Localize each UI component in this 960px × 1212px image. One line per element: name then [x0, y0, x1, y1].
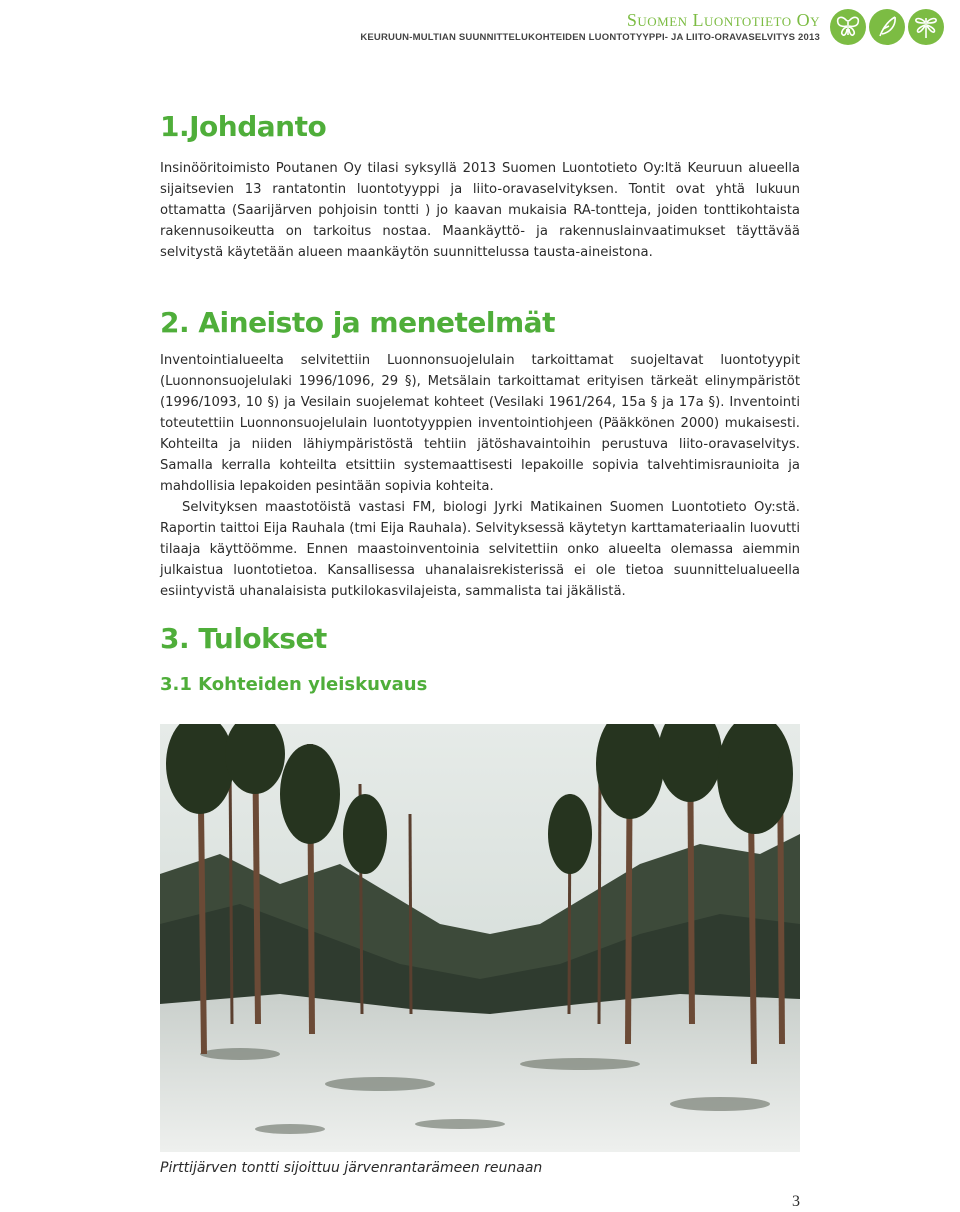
brand-name: Suomen Luontotieto Oy — [626, 10, 820, 30]
dragonfly-icon — [908, 9, 944, 45]
methods-paragraph: Selvityksen maastotöistä vastasi FM, biologi Jyrki Matikainen Suomen Luontotieto Oy:stä. Raportin taittoi Eija Rauhala (tmi Eija Rauhala). Selvityksessä käytetyn karttamateriaalin luovutti tilaaja käyttöömme. Ennen maastoinventoinia selvitettiin onko alueelta olemassa aiemmin julkaistua luontotietoa. Kansallisessa uhanalaisrekisterissä ei ole tietoa suunnittelualueella esiintyvistä uhanalaisista putkilokasvilajeista, sammalista tai jäkälistä. — [160, 500, 800, 599]
section-heading-results: 3. Tulokset — [160, 622, 327, 655]
methods-text — [160, 350, 800, 602]
feather-icon — [869, 9, 905, 45]
section-heading-methods: 2. Aineisto ja menetelmät — [160, 306, 555, 339]
section-heading-intro: 1.Johdanto — [160, 110, 327, 143]
methods-paragraph: Inventointialueelta selvitettiin Luonnonsuojelulain tarkoittamat suojeltavat luontotyypit (Luonnonsuojelulaki 1996/1096, 29 §), Metsälain tarkoittamat erityisen tärkeät elinympäristöt (1996/1093, 10 §) ja Vesilain suojelemat kohteet (Vesilaki 1961/264, 15a § ja 17a §). Inventointi toteutettiin Luonnonsuojelulain luontotyyppien inventointiohjeen (Pääkkönen 2000) mukaisesti. Kohteilta ja niiden lähiympäristöstä tehtiin jätöshavaintoihin perustuva liito-oravaselvitys. Samalla kerralla kohteilta etsittiin systemaattisesti lepakoille sopivia talvehtimisraunioita ja mahdollisia lepakoiden pesintään sopivia kohteita. — [160, 353, 800, 494]
intro-paragraph: Insinööritoimisto Poutanen Oy tilasi syksyllä 2013 Suomen Luontotieto Oy:ltä Keuruun alueella sijaitsevien 13 rantatontin luontotyyppi ja liito-oravaselvityksen. Tontit ovat yhtä lukuun ottamatta (Saarijärven pohjoisin tontti ) jo kaavan mukaisia RA-tontteja, joiden tonttikohtaista rakennusoikeutta on tarkoitus nostaa. Maankäyttö- ja rakennuslainvaatimukset täyttävää selvitystä käytetään alueen maankäytön suunnittelussa tausta-aineistona. — [160, 161, 800, 260]
butterfly-icon — [830, 9, 866, 45]
photo-caption: Pirttijärven tontti sijoittuu järvenrantarämeen reunaan — [160, 1160, 543, 1176]
subsection-heading-sites: 3.1 Kohteiden yleiskuvaus — [160, 674, 428, 695]
page-number: 3 — [792, 1193, 800, 1210]
report-subtitle: KEURUUN-MULTIAN SUUNNITTELUKOHTEIDEN LUONTOTYYPPI- JA LIITO-ORAVASELVITYS 2013 — [360, 32, 820, 43]
logo-group — [830, 9, 944, 45]
forest-photo — [160, 724, 800, 1152]
